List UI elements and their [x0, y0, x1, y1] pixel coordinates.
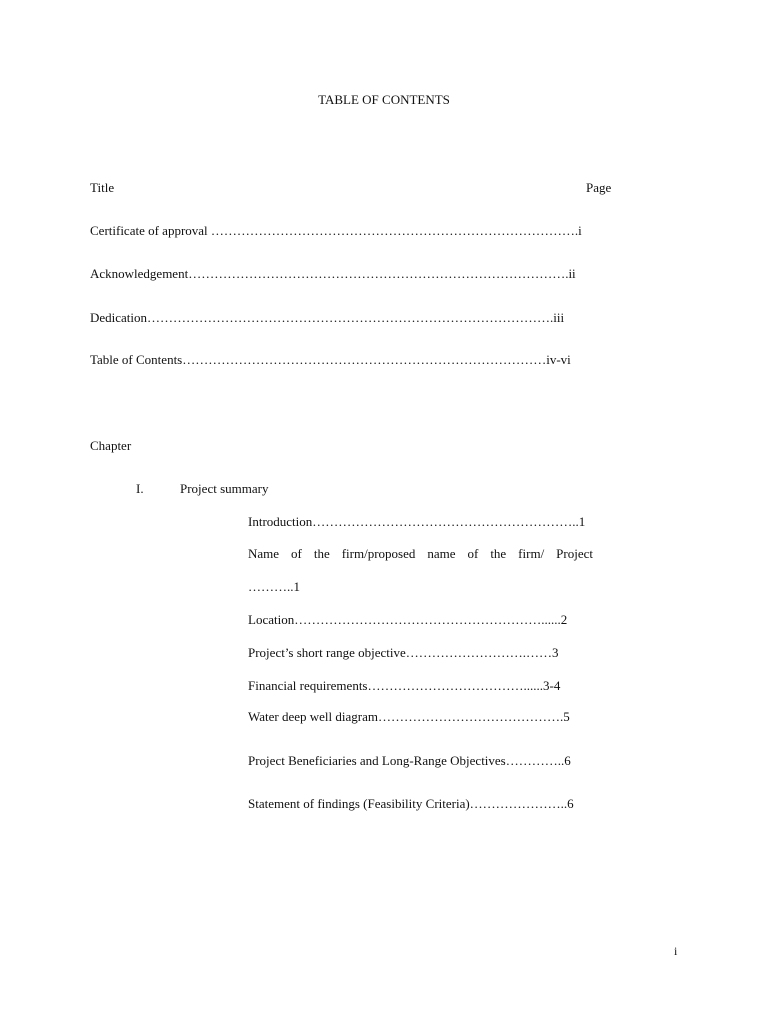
toc-entry-table-of-contents: Table of Contents…………………………………………………………………………iv-vi — [90, 352, 571, 367]
toc-heading: TABLE OF CONTENTS — [318, 92, 450, 107]
page-column-header: Page — [586, 180, 612, 195]
page-number: i — [674, 944, 678, 958]
toc-entry-location: Location…………………………………………………......2 — [248, 612, 568, 627]
toc-entry-beneficiaries: Project Beneficiaries and Long-Range Objectives…………..6 — [248, 753, 571, 768]
chapter-name: Project summary — [180, 481, 269, 496]
toc-entry-introduction: Introduction……………………………………………………..1 — [248, 514, 586, 529]
chapter-label: Chapter — [90, 438, 132, 453]
chapter-numeral: I. — [136, 481, 144, 496]
toc-entry-dedication: Dedication………………………………………………………………………………….iii — [90, 310, 565, 325]
title-column-header: Title — [90, 180, 115, 195]
toc-entry-acknowledgement: Acknowledgement…………………………………………………………………………….ii — [90, 266, 576, 281]
toc-entry-certificate: Certificate of approval ………………………………………………………………………….i — [90, 223, 582, 238]
toc-entry-firm-name-page: ………..1 — [248, 579, 300, 594]
toc-entry-short-range-objective: Project’s short range objective……………………….……3 — [248, 645, 559, 660]
toc-entry-statement-of-findings: Statement of findings (Feasibility Criteria)…………………..6 — [248, 796, 574, 811]
toc-entry-deep-well-diagram: Water deep well diagram…………………………………….5 — [248, 709, 570, 724]
toc-entry-firm-name: Name of the firm/proposed name of the firm/ Project — [248, 546, 593, 561]
toc-entry-financial-requirements: Financial requirements………………………………......3-4 — [248, 678, 561, 693]
